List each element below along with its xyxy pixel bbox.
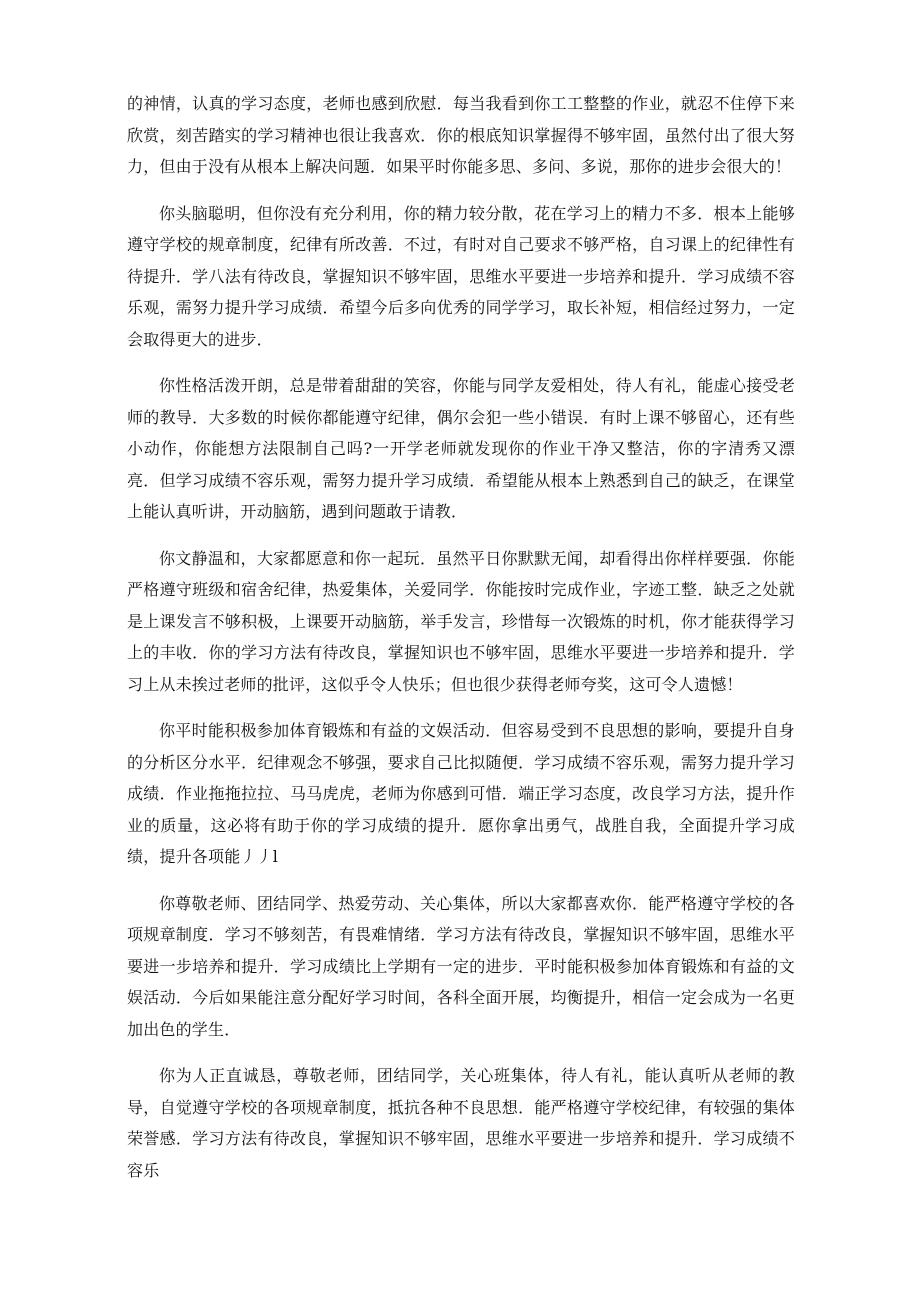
paragraph-4: 你文静温和，大家都愿意和你一起玩．虽然平日你默默无闻，却看得出你样样要强．你能严格遵守班级和宿舍纪律，热爱集体，关爱同学．你能按时完成作业，字迹工整．缺乏之处就是上课发言不够积极，上课要开动脑筋，举手发言，珍惜每一次锻炼的时机，你才能获得学习上的丰收．你的学习方法有待改良，掌握知识也不够牢固，思维水平要进一步培养和提升．学习上从未挨过老师的批评，这似乎令人快乐；但也很少获得老师夸奖，这可令人遗憾！ (127, 548, 795, 694)
paragraph-5: 你平时能积极参加体育锻炼和有益的文娱活动．但容易受到不良思想的影响，要提升自身的分析区分水平．纪律观念不够强，要求自己比拟随便．学习成绩不容乐观，需努力提升学习成绩．作业拖拖拉拉、马马虎虎，老师为你感到可惜．端正学习态度，改良学习方法，提升作业的质量，这必将有助于你的学习成绩的提升．愿你拿出勇气，战胜自我，全面提升学习成绩，提升各项能丿丿l (127, 721, 795, 866)
paragraph-2: 你头脑聪明，但你没有充分利用，你的精力较分散，花在学习上的精力不多．根本上能够遵守学校的规章制度，纪律有所改善．不过，有时对自己要求不够严格，自习课上的纪律性有待提升．学八法有待改良，掌握知识不够牢固，思维水平要进一步培养和提升．学习成绩不容乐观，需努力提升学习成绩．希望今后多向优秀的同学学习，取长补短，相信经过努力，一定会取得更大的进步． (127, 203, 795, 349)
paragraph-7: 你为人正直诚恳，尊敬老师，团结同学，关心班集体，待人有礼，能认真听从老师的教导，自觉遵守学校的各项规章制度，抵抗各种不良思想．能严格遵守学校纪律，有较强的集体荣誉感．学习方法有待改良，掌握知识不够牢固，思维水平要进一步培养和提升．学习成绩不容乐 (127, 1066, 795, 1180)
paragraph-3: 你性格活泼开朗，总是带着甜甜的笑容，你能与同学友爱相处，待人有礼，能虚心接受老师的教导．大多数的时候你都能遵守纪律，偶尔会犯一些小错误．有时上课不够留心，还有些小动作，你能想方法限制自己吗?一开学老师就发现你的作业干净又整洁，你的字清秀又漂亮．但学习成绩不容乐观，需努力提升学习成绩．希望能从根本上熟悉到自己的缺乏，在课堂上能认真听讲，开动脑筋，遇到问题敢于请教． (127, 376, 795, 521)
paragraph-6: 你尊敬老师、团结同学、热爱劳动、关心集体，所以大家都喜欢你．能严格遵守学校的各项规章制度．学习不够刻苦，有畏难情绪．学习方法有待改良，掌握知识不够牢固，思维水平要进一步培养和提升．学习成绩比上学期有一定的进步．平时能积极参加体育锻炼和有益的文娱活动．今后如果能注意分配好学习时间，各科全面开展，均衡提升，相信一定会成为一名更加出色的学生． (127, 893, 795, 1039)
paragraph-1: 的神情，认真的学习态度，老师也感到欣慰．每当我看到你工工整整的作业，就忍不住停下来欣赏，刻苦踏实的学习精神也很让我喜欢．你的根底知识掌握得不够牢固，虽然付出了很大努力，但由于没有从根本上解决问题．如果平时你能多思、多问、多说，那你的进步会很大的！ (127, 94, 795, 176)
